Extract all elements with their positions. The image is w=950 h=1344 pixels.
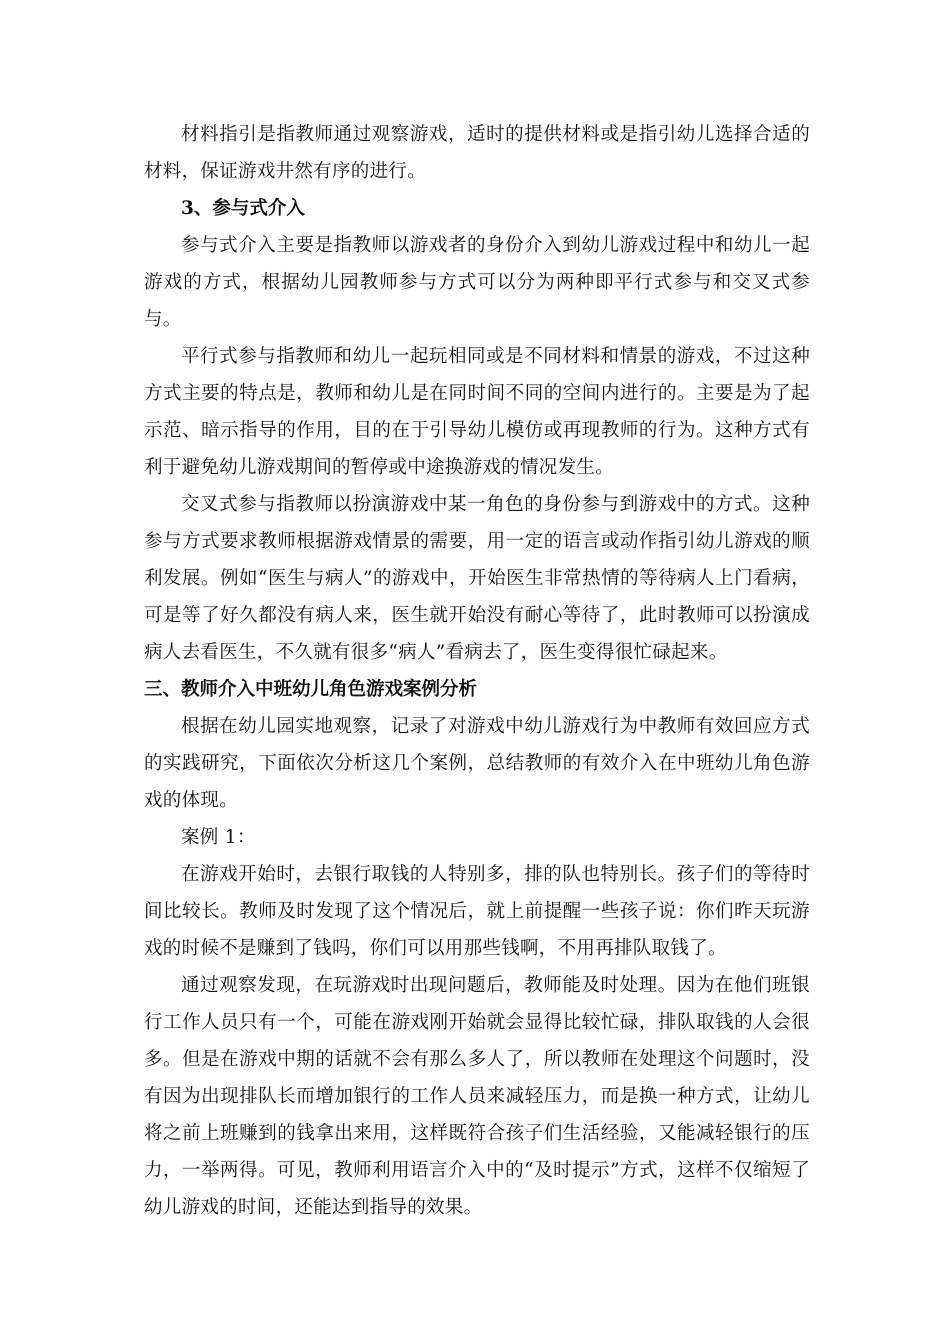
heading-participatory-intervention: 3、参与式介入 bbox=[181, 198, 305, 219]
paragraph-case-1-label: 案例 1： bbox=[181, 827, 256, 848]
paragraph-case-1-description: 在游戏开始时，去银行取钱的人特别多，排的队也特别长。孩子们的等待时间比较长。教师及时发现了这个情况后，就上前提醒一些孩子说：你们昨天玩游戏的时候不是赚到了钱吗，你们可以用那些钱啊，不用再排队取钱了。 bbox=[144, 864, 810, 959]
document-body bbox=[144, 116, 810, 1226]
heading-case-analysis: 三、教师介入中班幼儿角色游戏案例分析 bbox=[144, 679, 478, 700]
paragraph-participatory-definition: 参与式介入主要是指教师以游戏者的身份介入到幼儿游戏过程中和幼儿一起游戏的方式，根据幼儿园教师参与方式可以分为两种即平行式参与和交叉式参与。 bbox=[144, 235, 810, 330]
paragraph-cross-participation: 交叉式参与指教师以扮演游戏中某一角色的身份参与到游戏中的方式。这种参与方式要求教师根据游戏情景的需要，用一定的语言或动作指引幼儿游戏的顺利发展。例如“医生与病人”的游戏中，开始医生非常热情的等待病人上门看病，可是等了好久都没有病人来，医生就开始没有耐心等待了，此时教师可以扮演成病人去看医生，不久就有很多“病人”看病去了，医生变得很忙碌起来。 bbox=[144, 494, 810, 663]
paragraph-case-intro: 根据在幼儿园实地观察，记录了对游戏中幼儿游戏行为中教师有效回应方式的实践研究，下面依次分析这几个案例，总结教师的有效介入在中班幼儿角色游戏的体现。 bbox=[144, 716, 810, 811]
paragraph-case-1-analysis: 通过观察发现，在玩游戏时出现问题后，教师能及时处理。因为在他们班银行工作人员只有一个，可能在游戏刚开始就会显得比较忙碌，排队取钱的人会很多。但是在游戏中期的话就不会有那么多人了，所以教师在处理这个问题时，没有因为出现排队长而增加银行的工作人员来减轻压力，而是换一种方式，让幼儿将之前上班赚到的钱拿出来用，这样既符合孩子们生活经验，又能减轻银行的压力，一举两得。可见，教师利用语言介入中的“及时提示”方式，这样不仅缩短了幼儿游戏的时间，还能达到指导的效果。 bbox=[144, 975, 810, 1218]
paragraph-material-guidance: 材料指引是指教师通过观察游戏，适时的提供材料或是指引幼儿选择合适的材料，保证游戏井然有序的进行。 bbox=[144, 124, 810, 182]
paragraph-parallel-participation: 平行式参与指教师和幼儿一起玩相同或是不同材料和情景的游戏，不过这种方式主要的特点是，教师和幼儿是在同时间不同的空间内进行的。主要是为了起示范、暗示指导的作用，目的在于引导幼儿模仿或再现教师的行为。这种方式有利于避免幼儿游戏期间的暂停或中途换游戏的情况发生。 bbox=[144, 346, 810, 478]
